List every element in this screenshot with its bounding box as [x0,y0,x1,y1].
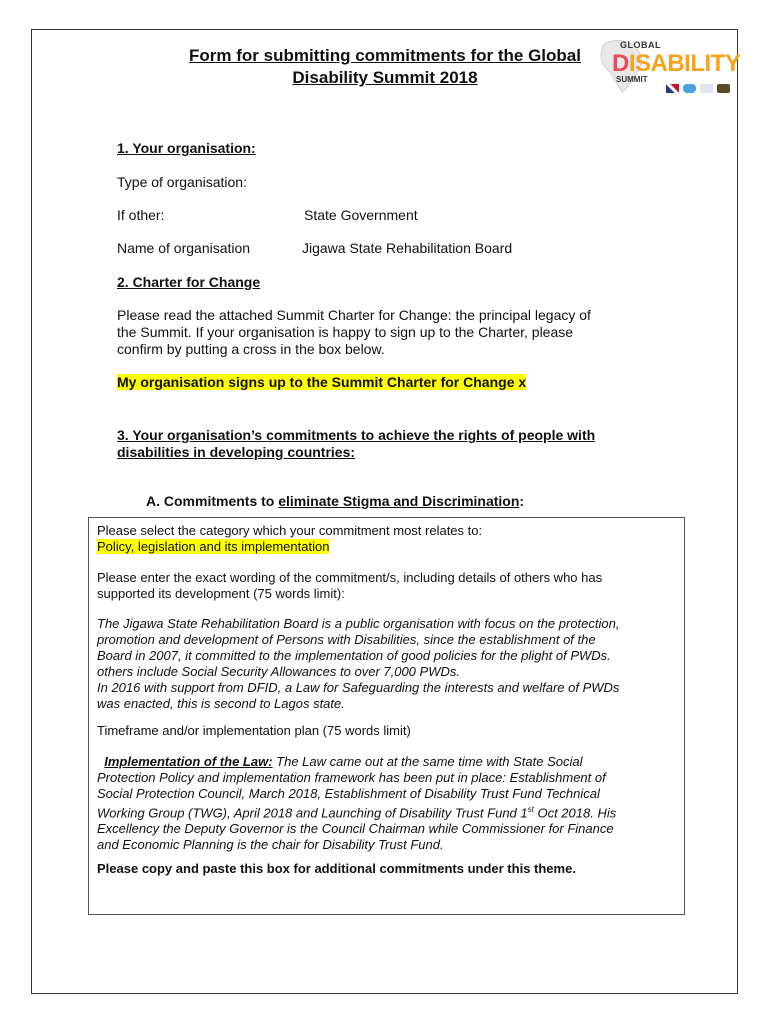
if-other-label: If other: [117,207,165,223]
uk-flag-icon [666,84,679,93]
title-line-1: Form for submitting commitments for the Global [189,46,581,65]
implementation-line-4-pre: Working Group (TWG), April 2018 and Launching of Disability Trust Fund 1 [97,805,528,821]
summit-logo [592,34,741,104]
logo-summit-text: SUMMIT [616,75,648,84]
commitment-line: The Jigawa State Rehabilitation Board is a public organisation with focus on the protection, [97,616,620,631]
implementation-line-1 [97,754,616,770]
implementation-line-4 [97,802,616,821]
implementation-text[interactable] [97,754,616,853]
commitment-line: In 2016 with support from DFID, a Law for Safeguarding the interests and welfare of PWDs [97,680,620,695]
charter-line-2: the Summit. If your organisation is happy to sign up to the Charter, please [117,324,574,340]
implementation-line-4-post: Oct 2018. His [533,805,617,821]
implementation-label: Implementation of the Law: [104,754,273,769]
implementation-line-1-rest: The Law came out at the same time with State Social [272,754,583,769]
subsection-a-theme: eliminate Stigma and Discrimination [278,493,520,509]
organisation-name-value[interactable]: Jigawa State Rehabilitation Board [302,240,513,256]
wording-prompt-line-2: supported its development (75 words limit): [97,586,345,601]
category-value-text: Policy, legislation and its implementation [97,539,330,554]
timeframe-prompt: Timeframe and/or implementation plan (75 words limit) [97,723,411,738]
category-prompt: Please select the category which your commitment most relates to: [97,523,483,538]
category-value[interactable] [97,539,329,555]
logo-dis-d: D [612,50,629,77]
section1-heading: 1. Your organisation: [117,140,256,156]
if-other-value[interactable]: State Government [304,207,418,223]
commitment-line: others include Social Security Allowances to over 7,000 PWDs. [97,664,460,679]
organisation-name-label: Name of organisation [117,240,251,256]
logo-disability-text [612,50,740,78]
logo-global-text: GLOBAL [620,40,661,50]
implementation-line: Social Protection Council, March 2018, Establishment of Disability Trust Fund Technical [97,786,600,801]
charter-paragraph [117,307,591,358]
implementation-line: and Economic Planning is the chair for Disability Trust Fund. [97,837,444,853]
implementation-line: Excellency the Deputy Governor is the Council Chairman while Commissioner for Finance [97,821,614,837]
page-title [130,45,640,89]
ida-logo-icon [683,84,696,93]
charter-signup-text: My organisation signs up to the Summit Charter for Change x [117,374,527,390]
type-of-organisation-label: Type of organisation: [117,174,247,190]
wording-prompt [97,570,602,602]
subsection-a-prefix: A. Commitments to [146,493,279,509]
charter-line-3: confirm by putting a cross in the box below. [117,341,385,357]
copy-box-note: Please copy and paste this box for additional commitments under this theme. [97,861,576,876]
charter-signup[interactable] [117,374,526,391]
title-line-2: Disability Summit 2018 [292,68,478,87]
section3-heading-line-1: 3. Your organisation’s commitments to achieve the rights of people with [117,427,596,443]
commitment-line: promotion and development of Persons with Disabilities, since the establishment of the [97,632,596,647]
wording-prompt-line-1: Please enter the exact wording of the commitment/s, including details of others who has [97,570,603,585]
implementation-line: Protection Policy and implementation framework has been put in place: Establishment of [97,770,606,785]
section3-heading [117,427,595,461]
section2-heading: 2. Charter for Change [117,274,261,290]
subsection-a-heading [146,493,524,510]
implementation-line-4-sup: st [527,805,534,814]
commitment-line: was enacted, this is second to Lagos state. [97,696,345,711]
partner-logos [666,84,730,93]
commitment-text[interactable] [97,616,619,712]
subsection-a-suffix: : [519,493,525,509]
commitment-line: Board in 2007, it committed to the implementation of good policies for the plight of PWDs. [97,648,611,663]
section3-heading-line-2: disabilities in developing countries: [117,444,356,460]
partner-logo-icon [700,84,713,93]
logo-dis-rest: ISABILITY [628,50,741,77]
charter-line-1: Please read the attached Summit Charter for Change: the principal legacy of [117,307,591,323]
kenya-seal-icon [717,84,730,93]
